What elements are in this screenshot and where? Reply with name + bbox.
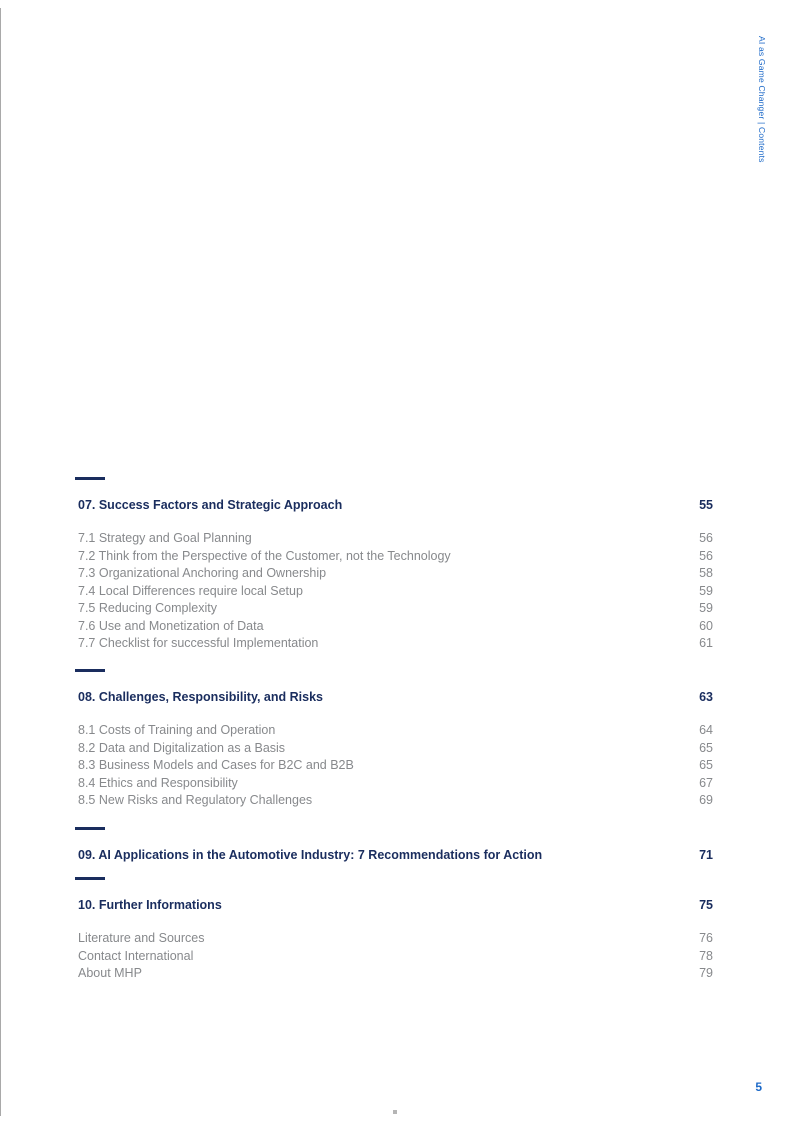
section-page-number: 75: [699, 898, 713, 912]
section-title: 08. Challenges, Responsibility, and Risks: [78, 690, 323, 704]
toc-entry[interactable]: [78, 740, 713, 758]
page-edge-line: [0, 8, 1, 1116]
toc-entry-page: 61: [699, 636, 713, 650]
toc-entry-page: 65: [699, 758, 713, 772]
toc-entry[interactable]: [78, 530, 713, 548]
section-dash: [75, 669, 105, 672]
toc-section-header[interactable]: [78, 897, 713, 913]
toc-entry-page: 56: [699, 531, 713, 545]
toc-entry-page: 60: [699, 618, 713, 633]
toc-entry[interactable]: [78, 722, 713, 740]
toc-entry-label: Contact International: [78, 948, 194, 963]
toc-entry-label: 7.1 Strategy and Goal Planning: [78, 531, 252, 545]
toc-entry-page: 59: [699, 583, 713, 598]
toc-entry[interactable]: [78, 548, 713, 566]
toc-entry[interactable]: [78, 635, 713, 653]
toc-entry-label: 7.5 Reducing Complexity: [78, 601, 217, 615]
toc-entry-page: 78: [699, 948, 713, 963]
toc-section-07: [78, 477, 713, 653]
toc-entry[interactable]: [78, 930, 713, 948]
toc-entry-page: 59: [699, 601, 713, 615]
toc-entry-label: 8.2 Data and Digitalization as a Basis: [78, 740, 286, 755]
toc-entry[interactable]: [78, 618, 713, 636]
section-title: 10. Further Informations: [78, 898, 222, 912]
toc-section-08: [78, 669, 713, 810]
footer-page-number: 5: [755, 1080, 762, 1094]
toc-item-list: [78, 722, 713, 810]
toc-entry-label: 8.4 Ethics and Responsibility: [78, 775, 238, 790]
toc-item-list: [78, 530, 713, 653]
toc-item-list: [78, 930, 713, 983]
toc-entry[interactable]: [78, 757, 713, 775]
page-margin-title: AI as Game Changer | Contents: [757, 36, 767, 163]
toc-section-09: [78, 827, 713, 863]
toc-entry[interactable]: [78, 948, 713, 966]
toc-entry-page: 76: [699, 931, 713, 945]
section-dash: [75, 477, 105, 480]
section-page-number: 71: [699, 848, 713, 862]
toc-entry[interactable]: [78, 965, 713, 983]
toc-section-header[interactable]: [78, 497, 713, 513]
toc-entry[interactable]: [78, 792, 713, 810]
toc-entry-label: 7.3 Organizational Anchoring and Ownership: [78, 566, 327, 580]
section-page-number: 55: [699, 498, 713, 512]
section-title: 09. AI Applications in the Automotive Industry: 7 Recommendations for Action: [78, 848, 543, 862]
toc-entry-label: Literature and Sources: [78, 931, 205, 945]
toc-entry[interactable]: [78, 583, 713, 601]
toc-entry-page: 64: [699, 723, 713, 737]
toc-section-header[interactable]: [78, 689, 713, 705]
toc-entry-label: About MHP: [78, 966, 142, 980]
toc-entry-page: 56: [699, 548, 713, 563]
section-dash: [75, 877, 105, 880]
toc-entry[interactable]: [78, 775, 713, 793]
toc-section-header[interactable]: [78, 847, 713, 863]
toc-entry-page: 67: [699, 775, 713, 790]
toc-entry-label: 7.4 Local Differences require local Setup: [78, 583, 303, 598]
toc-entry-page: 65: [699, 740, 713, 755]
toc-entry-page: 58: [699, 566, 713, 580]
toc-entry-page: 79: [699, 966, 713, 980]
section-page-number: 63: [699, 690, 713, 704]
toc-entry-page: 69: [699, 793, 713, 807]
toc-entry-label: 7.6 Use and Monetization of Data: [78, 618, 264, 633]
section-title: 07. Success Factors and Strategic Approach: [78, 498, 343, 512]
toc-entry-label: 7.2 Think from the Perspective of the Customer, not the Technology: [78, 548, 451, 563]
toc-entry-label: 8.5 New Risks and Regulatory Challenges: [78, 793, 313, 807]
page-artifact-dot: [393, 1110, 397, 1114]
toc-entry-label: 7.7 Checklist for successful Implementation: [78, 636, 319, 650]
toc-entry-label: 8.3 Business Models and Cases for B2C and B2B: [78, 758, 354, 772]
section-dash: [75, 827, 105, 830]
toc-section-10: [78, 877, 713, 983]
toc-entry[interactable]: [78, 600, 713, 618]
toc-entry[interactable]: [78, 565, 713, 583]
toc-entry-label: 8.1 Costs of Training and Operation: [78, 723, 276, 737]
